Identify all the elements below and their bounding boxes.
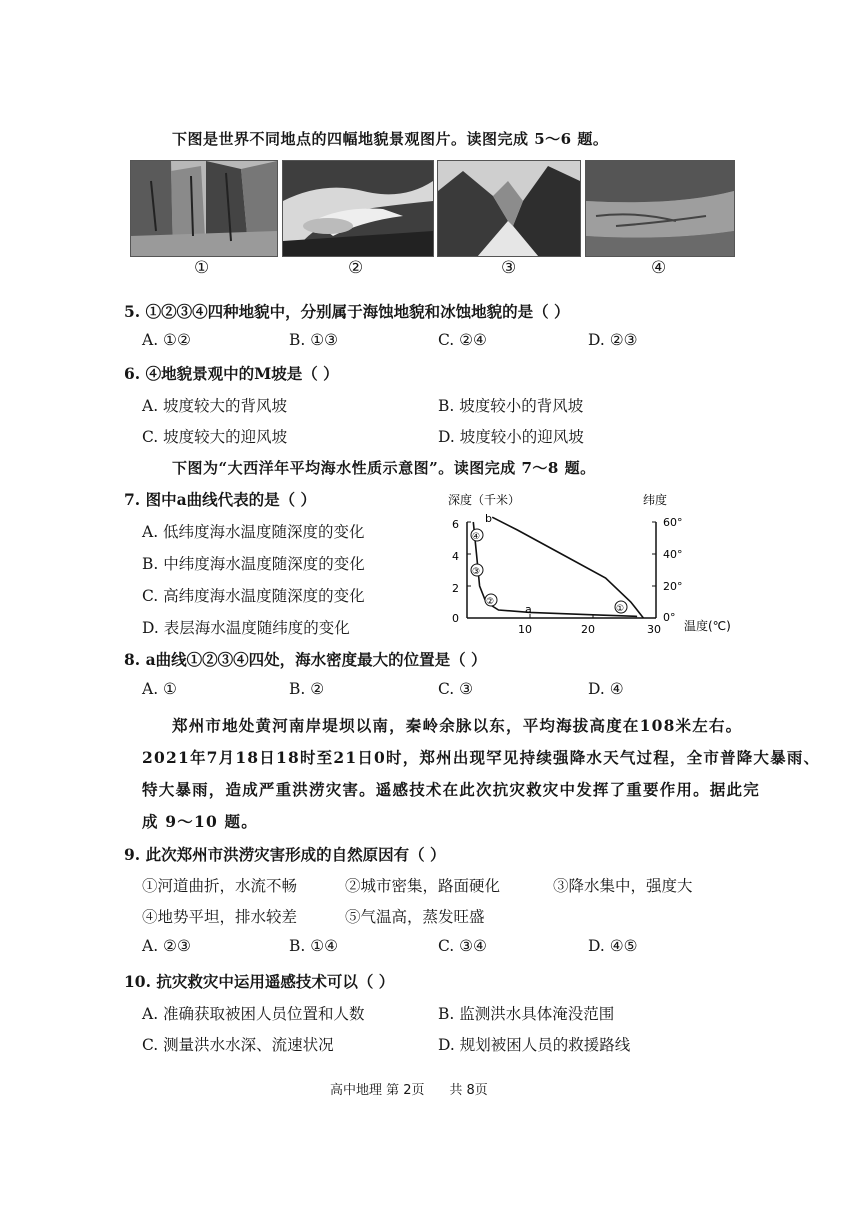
q5-option-d[interactable]: D. ②③ (588, 331, 638, 349)
point-2-label: ② (486, 597, 495, 607)
q10-option-a[interactable]: A. 准确获取被困人员位置和人数 (142, 1005, 365, 1023)
right-axis-title: 纬度 (643, 493, 668, 507)
q6-option-b[interactable]: B. 坡度较小的背风坡 (438, 397, 584, 415)
page-footer: 高中地理 第 2页 共 8页 (330, 1083, 488, 1098)
q6-option-c[interactable]: C. 坡度较大的迎风坡 (142, 428, 288, 446)
q9-item-2: ②城市密集，路面硬化 (345, 877, 501, 895)
q7-option-c[interactable]: C. 高纬度海水温度随深度的变化 (142, 587, 365, 605)
q8-option-c[interactable]: C. ③ (438, 680, 474, 698)
landscape-photo-2 (282, 160, 434, 257)
q7-option-d[interactable]: D. 表层海水温度随纬度的变化 (142, 619, 350, 637)
q10-option-b[interactable]: B. 监测洪水具体淹没范围 (438, 1005, 615, 1023)
curve-b-label: b (485, 512, 492, 525)
passage-line-1: 郑州市地处黄河南岸堤坝以南，秦岭余脉以东，平均海拔高度在108米左右。 (172, 716, 743, 735)
q7-stem: 7. 图中a曲线代表的是（ ） (124, 490, 317, 509)
q10-option-d[interactable]: D. 规划被困人员的救援路线 (438, 1036, 631, 1054)
q9-stem: 9. 此次郑州市洪涝灾害形成的自然原因有（ ） (124, 845, 446, 864)
q8-option-d[interactable]: D. ④ (588, 680, 624, 698)
left-tick-4: 4 (452, 550, 459, 563)
q5-option-b[interactable]: B. ①③ (289, 331, 339, 349)
intro-text-5-6: 下图是世界不同地点的四幅地貌景观图片。读图完成 5～6 题。 (172, 130, 609, 148)
q9-item-3: ③降水集中，强度大 (553, 877, 693, 895)
q5-stem: 5. ①②③④四种地貌中，分别属于海蚀地貌和冰蚀地貌的是（ ） (124, 302, 570, 321)
q7-option-b[interactable]: B. 中纬度海水温度随深度的变化 (142, 555, 365, 573)
x-axis-title: 温度(℃) (684, 619, 731, 633)
point-1-label: ① (616, 604, 625, 614)
landscape-photo-4 (585, 160, 735, 257)
q8-option-a[interactable]: A. ① (142, 680, 177, 698)
q9-option-a[interactable]: A. ②③ (142, 937, 191, 955)
intro-text-7-8: 下图为“大西洋年平均海水性质示意图”。读图完成 7～8 题。 (172, 459, 596, 477)
q5-option-a[interactable]: A. ①② (142, 331, 191, 349)
q6-option-a[interactable]: A. 坡度较大的背风坡 (142, 397, 288, 415)
left-axis-title: 深度（千米） (448, 493, 521, 507)
x-tick-10: 10 (518, 623, 532, 636)
landscape-photo-1 (130, 160, 278, 257)
passage-line-2: 2021年7月18日18时至21日0时，郑州出现罕见持续强降水天气过程，全市普降大暴雨、 (142, 748, 821, 767)
q9-item-5: ⑤气温高，蒸发旺盛 (345, 908, 485, 926)
curve-a-label: a (525, 603, 532, 616)
left-tick-6: 6 (452, 518, 459, 531)
q9-option-b[interactable]: B. ①④ (289, 937, 339, 955)
atlantic-seawater-chart (440, 490, 740, 640)
q8-stem: 8. a曲线①②③④四处，海水密度最大的位置是（ ） (124, 650, 487, 669)
photo-label-3: ③ (501, 258, 517, 278)
q5-option-c[interactable]: C. ②④ (438, 331, 487, 349)
q9-item-4: ④地势平坦，排水较差 (142, 908, 298, 926)
right-tick-60: 60° (663, 516, 683, 529)
q8-option-b[interactable]: B. ② (289, 680, 325, 698)
q9-item-1: ①河道曲折，水流不畅 (142, 877, 298, 895)
right-tick-20: 20° (663, 580, 683, 593)
photo-label-1: ① (194, 258, 210, 278)
point-4-label: ④ (472, 532, 481, 542)
x-tick-20: 20 (581, 623, 595, 636)
passage-line-4: 成 9～10 题。 (142, 812, 258, 831)
landscape-photo-3 (437, 160, 581, 257)
photo-label-2: ② (348, 258, 364, 278)
x-tick-30: 30 (647, 623, 661, 636)
q9-option-d[interactable]: D. ④⑤ (588, 937, 638, 955)
right-tick-40: 40° (663, 548, 683, 561)
curve-a (473, 522, 637, 616)
passage-line-3: 特大暴雨，造成严重洪涝灾害。遥感技术在此次抗灾救灾中发挥了重要作用。据此完 (142, 780, 760, 799)
left-tick-2: 2 (452, 582, 459, 595)
right-tick-0: 0° (663, 611, 676, 624)
point-3-label: ③ (472, 567, 481, 577)
q9-option-c[interactable]: C. ③④ (438, 937, 487, 955)
q10-stem: 10. 抗灾救灾中运用遥感技术可以（ ） (124, 972, 395, 991)
q6-stem: 6. ④地貌景观中的M坡是（ ） (124, 364, 339, 383)
photo-label-4: ④ (651, 258, 667, 278)
left-tick-0: 0 (452, 612, 459, 625)
q10-option-c[interactable]: C. 测量洪水水深、流速状况 (142, 1036, 334, 1054)
q6-option-d[interactable]: D. 坡度较小的迎风坡 (438, 428, 584, 446)
q7-option-a[interactable]: A. 低纬度海水温度随深度的变化 (142, 523, 365, 541)
